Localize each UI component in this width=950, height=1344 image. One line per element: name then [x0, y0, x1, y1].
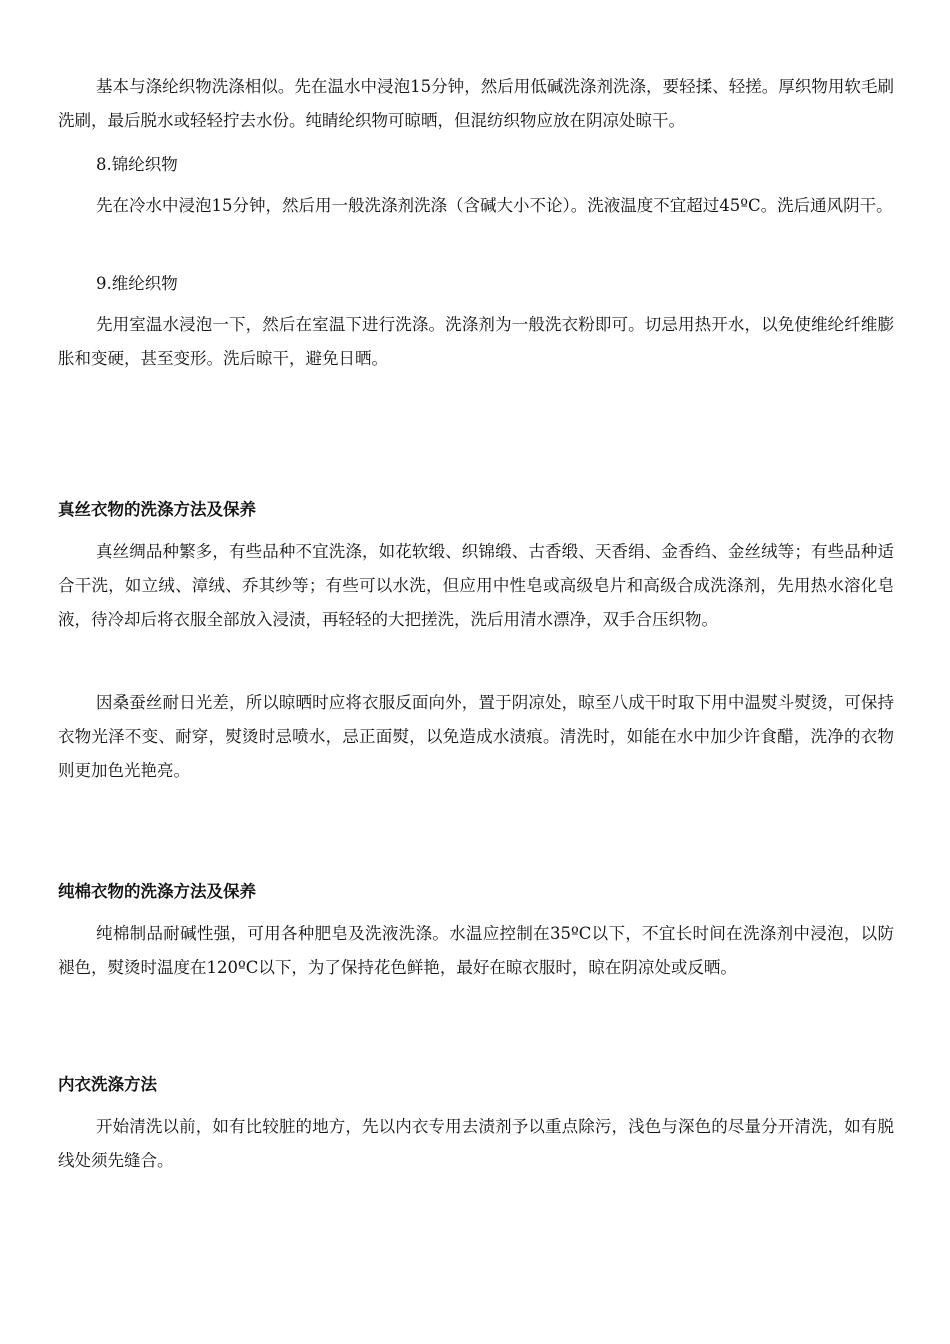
silk-section-heading: 真丝衣物的洗涤方法及保养: [58, 500, 256, 519]
item-9-text: 先用室温水浸泡一下，然后在室温下进行洗涤。洗涤剂为一般洗衣粉即可。切忌用热开水，以免使维纶纤维膨胀和变硬，甚至变形。洗后晾干，避免日晒。: [58, 315, 894, 368]
cotton-paragraph: 纯棉制品耐碱性强，可用各种肥皂及洗液洗涤。水温应控制在35ºC以下，不宜长时间在洗涤剂中浸泡，以防褪色，熨烫时温度在120ºC以下，为了保持花色鲜艳，最好在晾衣服时，晾在阴凉处或反晒。: [58, 924, 894, 977]
item-8-title: 8.锦纶织物: [96, 155, 178, 174]
cotton-section-heading: 纯棉衣物的洗涤方法及保养: [58, 882, 256, 901]
underwear-section-heading: 内衣洗涤方法: [58, 1075, 157, 1094]
intro-paragraph: 基本与涤纶织物洗涤相似。先在温水中浸泡15分钟，然后用低碱洗涤剂洗涤，要轻揉、轻搓。厚织物用软毛刷洗刷，最后脱水或轻轻拧去水份。纯睛纶织物可晾晒，但混纺织物应放在阴凉处晾干。: [58, 77, 894, 130]
silk-paragraph-2: 因桑蚕丝耐日光差，所以晾晒时应将衣服反面向外，置于阴凉处，晾至八成干时取下用中温熨斗熨烫，可保持衣物光泽不变、耐穿，熨烫时忌喷水，忌正面熨，以免造成水渍痕。清洗时，如能在水中加少许食醋，洗净的衣物则更加色光艳亮。: [58, 693, 894, 780]
item-8-text: 先在冷水中浸泡15分钟，然后用一般洗涤剂洗涤（含碱大小不论）。洗液温度不宜超过45ºC。洗后通风阴干。: [96, 196, 893, 215]
silk-paragraph-1: 真丝绸品种繁多，有些品种不宜洗涤，如花软缎、织锦缎、古香缎、天香绢、金香绉、金丝绒等；有些品种适合干洗，如立绒、漳绒、乔其纱等；有些可以水洗，但应用中性皂或高级皂片和高级合成洗涤剂，先用热水溶化皂液，待冷却后将衣服全部放入浸渍，再轻轻的大把搓洗，洗后用清水漂净，双手合压织物。: [58, 542, 894, 629]
item-9-title: 9.维纶织物: [96, 274, 178, 293]
underwear-paragraph: 开始清洗以前，如有比较脏的地方，先以内衣专用去渍剂予以重点除污，浅色与深色的尽量分开清洗，如有脱线处须先缝合。: [58, 1117, 894, 1170]
